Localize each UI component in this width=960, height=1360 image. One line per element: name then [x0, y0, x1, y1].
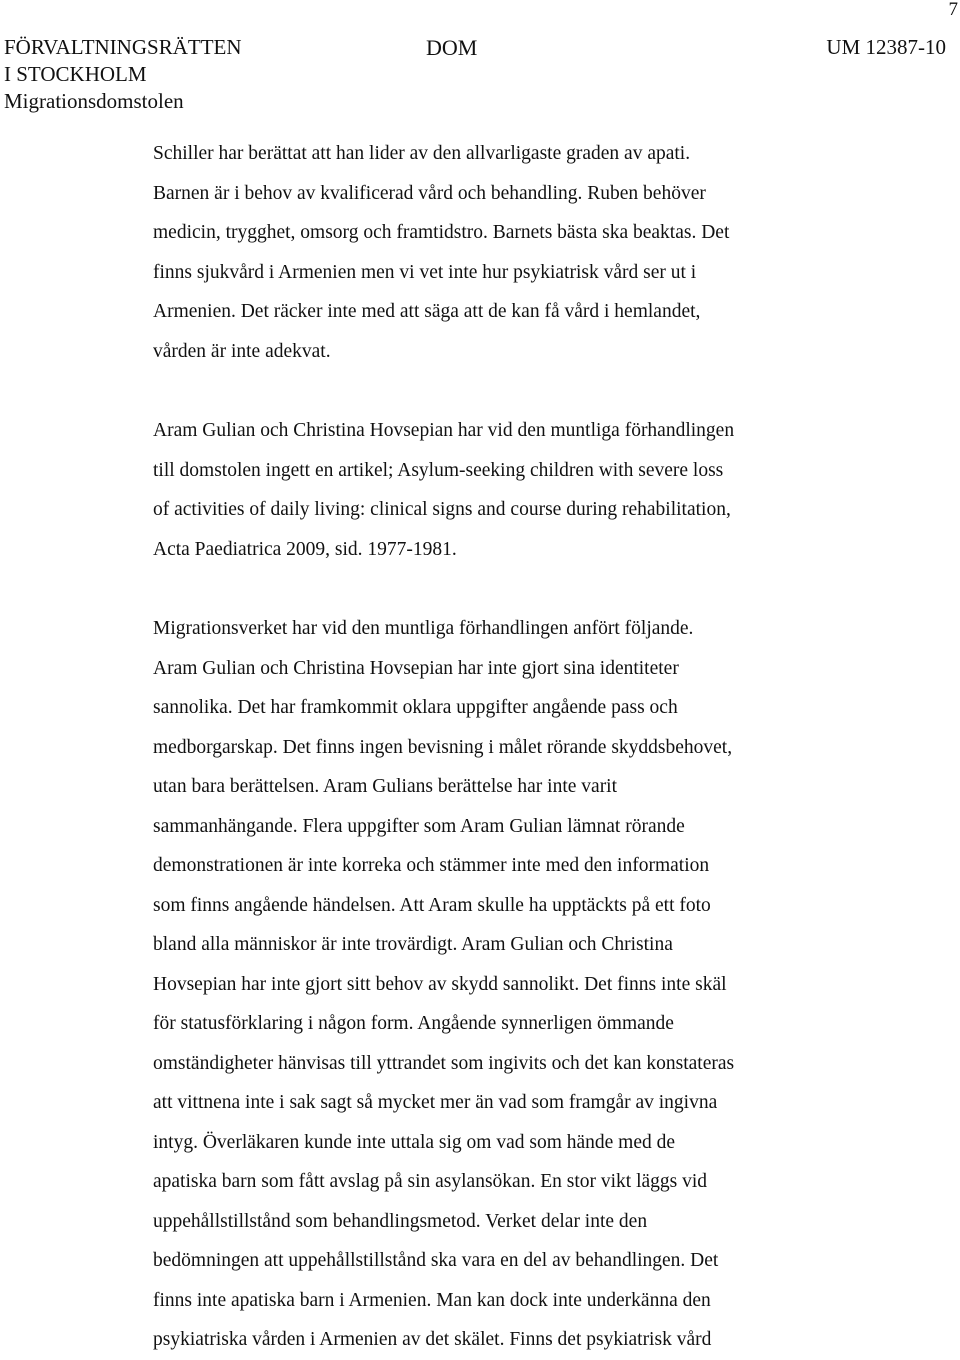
text-line: Migrationsverket har vid den muntliga förhandlingen anfört följande.	[153, 618, 694, 639]
text-line: omständigheter hänvisas till yttrandet som ingivits och det kan konstateras	[153, 1052, 735, 1074]
paragraph-spacer	[153, 569, 853, 609]
text-line: intyg. Överläkaren kunde inte uttala sig om vad som hände med de	[153, 1131, 676, 1153]
text-line: apatiska barn som fått avslag på sin asylansökan. En stor vikt läggs vid	[153, 1171, 708, 1192]
paragraph-migration-agency	[153, 609, 853, 1360]
text-line: Hovsepian har inte gjort sitt behov av skydd sannolikt. Det finns inte skäl	[153, 973, 727, 995]
text-line: till domstolen ingett en artikel; Asylum-seeking children with severe loss	[153, 459, 724, 481]
text-line: sannolika. Det har framkommit oklara uppgifter angående pass och	[153, 697, 678, 718]
text-line: som finns angående händelsen. Att Aram skulle ha upptäckts på ett foto	[153, 894, 711, 916]
text-line: att vittnena inte i sak sagt så mycket mer än vad som framgår av ingivna	[153, 1092, 718, 1113]
paragraph-article-submitted	[153, 411, 853, 569]
text-line: uppehållstillstånd som behandlingsmetod. Verket delar inte den	[153, 1210, 648, 1232]
text-line: Acta Paediatrica 2009, sid. 1977-1981.	[153, 538, 457, 560]
text-line: of activities of daily living: clinical signs and course during rehabilitation,	[153, 499, 731, 520]
court-name-line-2: I STOCKHOLM	[4, 62, 147, 86]
text-line: finns inte apatiska barn i Armenien. Man kan dock inte underkänna den	[153, 1289, 711, 1311]
text-line: Armenien. Det räcker inte med att säga att de kan få vård i hemlandet,	[153, 301, 701, 322]
paragraph-children-health	[153, 134, 853, 371]
court-name	[4, 34, 242, 115]
document-type: DOM	[426, 35, 478, 60]
text-line: finns sjukvård i Armenien men vi vet inte hur psykiatrisk vård ser ut i	[153, 261, 697, 283]
text-line: vården är inte adekvat.	[153, 340, 331, 362]
court-name-line-3: Migrationsdomstolen	[4, 89, 184, 113]
paragraph-spacer	[153, 371, 853, 411]
text-line: Schiller har berättat att han lider av den allvarligaste graden av apati.	[153, 143, 691, 164]
page-number: 7	[948, 0, 958, 20]
text-line: bland alla människor är inte trovärdigt. Aram Gulian och Christina	[153, 934, 673, 955]
text-line: Aram Gulian och Christina Hovsepian har vid den muntliga förhandlingen	[153, 420, 735, 441]
text-line: Aram Gulian och Christina Hovsepian har inte gjort sina identiteter	[153, 657, 679, 679]
text-line: sammanhängande. Flera uppgifter som Aram Gulian lämnat rörande	[153, 815, 685, 837]
body-text	[153, 134, 853, 1360]
text-line: bedömningen att uppehållstillstånd ska vara en del av behandlingen. Det	[153, 1250, 719, 1271]
text-line: medicin, trygghet, omsorg och framtidstro. Barnets bästa ska beaktas. Det	[153, 222, 730, 243]
text-line: utan bara berättelsen. Aram Gulians berättelse har inte varit	[153, 776, 618, 797]
text-line: demonstrationen är inte korreka och stämmer inte med den information	[153, 855, 710, 876]
text-line: Barnen är i behov av kvalificerad vård och behandling. Ruben behöver	[153, 182, 706, 204]
case-number: UM 12387-10	[826, 35, 946, 59]
document-header	[4, 34, 952, 114]
text-line: psykiatriska vården i Armenien av det skälet. Finns det psykiatrisk vård	[153, 1329, 712, 1350]
text-line: medborgarskap. Det finns ingen bevisning i målet rörande skyddsbehovet,	[153, 736, 733, 758]
court-name-line-1: FÖRVALTNINGSRÄTTEN	[4, 35, 242, 59]
text-line: för statusförklaring i någon form. Angående synnerligen ömmande	[153, 1013, 674, 1034]
